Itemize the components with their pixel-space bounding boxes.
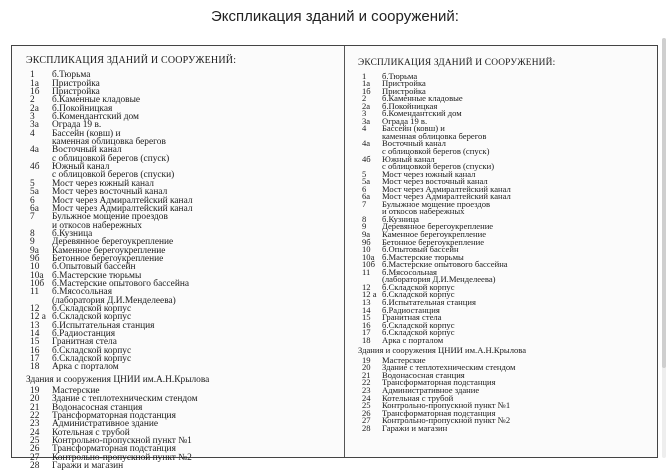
- item-label: б.Мастерские опытового бассейна: [382, 259, 508, 270]
- item-label: Бетонное берегоукрепление: [382, 236, 485, 247]
- item-label: Мост через Адмиралтейский канал: [52, 195, 193, 206]
- item-label: Трансформаторная подстанция: [382, 377, 496, 388]
- item-label: Мост через восточный канал: [382, 176, 488, 187]
- item-label: Мост через Адмиралтейский канал: [382, 191, 511, 202]
- item-number: 15: [362, 312, 371, 323]
- item-label: б.Складской корпус: [52, 354, 132, 365]
- item-label: и откосов набережных: [382, 206, 465, 217]
- item-number: 4а: [362, 138, 371, 149]
- item-number: 25: [362, 400, 371, 411]
- item-number: 25: [30, 436, 40, 447]
- item-label: Арка с порталом: [382, 334, 444, 345]
- item-number: 28: [362, 422, 371, 433]
- list-item: [358, 334, 654, 345]
- item-label: Гранитная стела: [382, 312, 442, 323]
- item-label: б.Складской корпус: [382, 289, 455, 300]
- item-number: 24: [30, 427, 40, 438]
- left-column: [26, 55, 338, 471]
- item-label: Бетонное берегоукрепление: [52, 253, 164, 264]
- item-number: 13: [362, 296, 371, 307]
- item-label: Арка с порталом: [52, 362, 119, 373]
- item-number: 12: [30, 303, 40, 314]
- item-number: 26: [362, 407, 371, 418]
- item-label: Каменное берегоукрепление: [382, 229, 487, 240]
- item-label: Бульжное мощение проездов: [52, 212, 168, 223]
- item-label: б.Тюрьма: [382, 70, 418, 81]
- item-label: б.Тюрьма: [52, 70, 91, 81]
- item-number: 13: [30, 320, 40, 331]
- item-number: 10б: [362, 259, 375, 270]
- item-label: б.Каменные кладовые: [52, 95, 141, 106]
- item-number: 9а: [362, 229, 371, 240]
- item-label: б.Кузница: [382, 213, 419, 224]
- item-label: с облицовкой берегов (спуски): [382, 161, 495, 172]
- item-label: Мастерские: [382, 354, 426, 365]
- item-number: 4б: [30, 162, 40, 173]
- item-number: 28: [30, 461, 40, 471]
- explication-scan: [11, 45, 658, 471]
- item-number: 9: [30, 237, 35, 248]
- item-label: Контрольно-пропускной пункт №2: [52, 452, 192, 463]
- item-number: 22: [362, 377, 371, 388]
- item-label: (лаборатория Д.И.Менделеева): [382, 274, 496, 285]
- item-label: Южный канал: [382, 153, 435, 164]
- item-number: 8: [30, 228, 35, 239]
- item-number: 15: [30, 337, 40, 348]
- item-number: 9б: [30, 253, 40, 264]
- item-number: 26: [30, 444, 40, 455]
- item-label: Котельная с трубой: [52, 427, 130, 438]
- scrollbar-thumb[interactable]: [662, 38, 666, 368]
- item-label: Здание с теплотехническим стендом: [382, 362, 516, 373]
- column-divider: [344, 46, 345, 457]
- item-number: 12 а: [362, 289, 377, 300]
- item-number: 4а: [30, 145, 39, 156]
- item-label: б.Мясосольная: [52, 287, 113, 298]
- item-number: 20: [362, 362, 371, 373]
- item-number: 14: [30, 329, 40, 339]
- item-label: Трансформаторная подстанция: [52, 411, 176, 422]
- item-label: Деревянное берегоукрепление: [52, 237, 174, 248]
- item-label: б.Испытательная станция: [382, 296, 476, 307]
- item-label: (лаборатория Д.И.Менделеева): [52, 295, 176, 306]
- item-label: б.Комендантский дом: [382, 108, 462, 119]
- item-number: 3а: [30, 120, 39, 131]
- item-number: 1б: [362, 85, 371, 96]
- item-label: Трансформаторная подстанция: [52, 444, 176, 455]
- item-label: Восточный канал: [52, 145, 122, 156]
- item-label: б.Складской корпус: [52, 312, 132, 323]
- item-number: 27: [30, 452, 40, 463]
- item-number: 17: [30, 354, 40, 365]
- item-number: 24: [362, 392, 371, 403]
- item-label: с облицовкой берегов (спуски): [52, 170, 175, 181]
- item-number: 27: [362, 415, 371, 426]
- item-label: Ограда 19 в.: [382, 115, 428, 126]
- item-label: Котельная с трубой: [382, 392, 454, 403]
- item-label: Контрольно-пропускной пункт №1: [52, 436, 192, 447]
- item-label: и откосов набережных: [52, 220, 142, 231]
- item-label: б.Покойницкая: [382, 100, 438, 111]
- item-label: Контрольно-пропускной пункт №1: [382, 400, 511, 411]
- item-number: 22: [30, 411, 40, 422]
- item-number: 7: [362, 198, 367, 209]
- item-number: 16: [362, 319, 371, 330]
- left-items-list: [26, 71, 338, 371]
- item-number: 3: [362, 108, 367, 119]
- item-number: 10: [362, 244, 371, 255]
- item-label: Мост через южный канал: [52, 178, 154, 189]
- item-label: Водонасосная станция: [52, 402, 143, 413]
- item-label: б.Складской корпус: [382, 319, 455, 330]
- item-label: с облицовкой берегов (спуск): [382, 146, 490, 157]
- item-number: 10б: [30, 278, 45, 289]
- left-column-title: ЭКСПЛИКАЦИЯ ЗДАНИЙ И СООРУЖЕНИЙ:: [26, 55, 237, 66]
- item-number: 20: [30, 394, 40, 405]
- item-label: б.Складской корпус: [382, 281, 455, 292]
- item-label: Водонасосная станция: [382, 369, 465, 380]
- item-number: 21: [362, 369, 371, 380]
- item-label: Мост через Адмиралтейский канал: [382, 183, 511, 194]
- right-column-title: ЭКСПЛИКАЦИЯ ЗДАНИЙ И СООРУЖЕНИЙ:: [358, 58, 556, 68]
- item-number: 4: [30, 128, 35, 139]
- item-number: 1: [30, 70, 35, 81]
- item-number: 6: [362, 183, 367, 194]
- item-number: 3а: [362, 115, 371, 126]
- item-label: Здание с теплотехническим стендом: [52, 394, 198, 405]
- item-number: 7: [30, 212, 35, 223]
- item-label: Мост через южный канал: [382, 168, 476, 179]
- item-label: б.Испытательная станция: [52, 320, 155, 331]
- item-label: Южный канал: [52, 162, 110, 173]
- item-number: 14: [362, 304, 371, 315]
- item-label: б.Складской корпус: [52, 303, 132, 314]
- item-number: 9б: [362, 236, 371, 247]
- item-number: 2: [30, 95, 35, 106]
- item-number: 23: [30, 419, 40, 430]
- item-number: 5а: [362, 176, 371, 187]
- item-label: Гаражи и магазин: [382, 422, 448, 433]
- item-number: 4б: [362, 153, 371, 164]
- item-number: 18: [362, 334, 371, 345]
- item-label: б.Радиостанция: [382, 304, 440, 315]
- item-label: Восточный канал: [382, 138, 446, 149]
- item-number: 1: [362, 70, 367, 81]
- item-label: б.Мастерские тюрьмы: [382, 251, 464, 262]
- page-heading: Экспликация зданий и сооружений:: [211, 8, 459, 25]
- vertical-scrollbar[interactable]: [662, 38, 666, 458]
- item-number: 2а: [30, 103, 39, 114]
- item-label: Булыжное мощение проездов: [382, 198, 491, 209]
- item-number: 9: [362, 221, 367, 232]
- item-number: 5: [30, 178, 35, 189]
- item-label: Бассейн (ковш) и: [52, 128, 121, 139]
- item-label: б.Мясосольная: [382, 266, 438, 277]
- right-column: [358, 60, 654, 457]
- item-label: Пристройка: [382, 78, 426, 89]
- item-label: Пристройка: [382, 85, 426, 96]
- item-number: 10а: [30, 270, 44, 281]
- item-label: Бассейн (ковш) и: [382, 123, 445, 134]
- left-section-heading: Здания и сооружения ЦНИИ им.А.Н.Крылова: [26, 374, 210, 385]
- item-label: Гранитная стела: [52, 337, 117, 348]
- item-label: каменная облицовка берегов: [382, 130, 487, 141]
- item-label: Трансформаторная подстанция: [382, 407, 496, 418]
- item-label: с облицовкой берегов (спуск): [52, 153, 170, 164]
- item-number: 8: [362, 213, 367, 224]
- left-items2-list: [26, 387, 338, 470]
- item-number: 5: [362, 168, 367, 179]
- item-label: б.Складской корпус: [382, 327, 455, 338]
- item-number: 21: [30, 402, 40, 413]
- item-number: 1б: [30, 87, 40, 98]
- item-label: Мост через восточный канал: [52, 187, 168, 198]
- item-number: 6: [30, 195, 35, 206]
- item-label: б.Опытовый бассейн: [52, 262, 136, 273]
- item-label: Административное здание: [52, 419, 159, 430]
- item-number: 6а: [362, 191, 371, 202]
- right-items-list: [358, 70, 654, 345]
- list-item: [358, 422, 654, 433]
- item-number: 19: [30, 386, 40, 397]
- item-label: Ограда 19 в.: [52, 120, 102, 131]
- item-number: 2: [362, 93, 367, 104]
- item-label: б.Мастерские опытового бассейна: [52, 278, 190, 289]
- item-label: Деревянное берегоукрепление: [382, 221, 494, 232]
- item-number: 12 а: [30, 312, 46, 323]
- item-label: Мастерские: [52, 386, 100, 397]
- item-label: б.Комендантский дом: [52, 112, 139, 123]
- item-label: Административное здание: [382, 384, 480, 395]
- item-number: 16: [30, 345, 40, 356]
- item-number: 2а: [362, 100, 371, 111]
- item-label: б.Покойницкая: [52, 103, 113, 114]
- item-number: 9а: [30, 245, 39, 256]
- item-label: б.Опытовый бассейн: [382, 244, 459, 255]
- right-items2-list: [358, 354, 654, 433]
- item-number: 1а: [30, 78, 39, 89]
- item-label: Мост через Адмиралтейский канал: [52, 203, 193, 214]
- item-number: 17: [362, 327, 371, 338]
- item-number: 10: [30, 262, 40, 273]
- item-label: Пристройка: [52, 78, 100, 89]
- item-number: 19: [362, 354, 371, 365]
- item-number: 1а: [362, 78, 371, 89]
- item-label: Каменное берегоукрепление: [52, 245, 166, 256]
- item-number: 11: [30, 287, 40, 298]
- item-number: 12: [362, 281, 371, 292]
- item-number: 6а: [30, 203, 39, 214]
- item-label: Пристройка: [52, 87, 100, 98]
- item-label: каменная облицовка берегов: [52, 137, 166, 148]
- item-number: 23: [362, 384, 371, 395]
- item-label: Контрольно-пропускной пункт №2: [382, 415, 511, 426]
- item-label: б.Кузница: [52, 228, 93, 239]
- item-number: 18: [30, 362, 40, 373]
- list-item: [26, 363, 338, 371]
- item-label: б.Складской корпус: [52, 345, 132, 356]
- item-number: 10а: [362, 251, 375, 262]
- item-label: б.Мастерские тюрьмы: [52, 270, 142, 281]
- list-item: [26, 462, 338, 470]
- item-number: 11: [362, 266, 371, 277]
- item-label: б.Каменные кладовые: [382, 93, 463, 104]
- item-label: Гаражи и магазин: [52, 461, 124, 471]
- item-number: 5а: [30, 187, 39, 198]
- item-label: б.Радиостанция: [52, 329, 116, 339]
- item-number: 3: [30, 112, 35, 123]
- right-section-heading: Здания и сооружения ЦНИИ им.А.Н.Крылова: [358, 345, 527, 356]
- item-number: 4: [362, 123, 367, 134]
